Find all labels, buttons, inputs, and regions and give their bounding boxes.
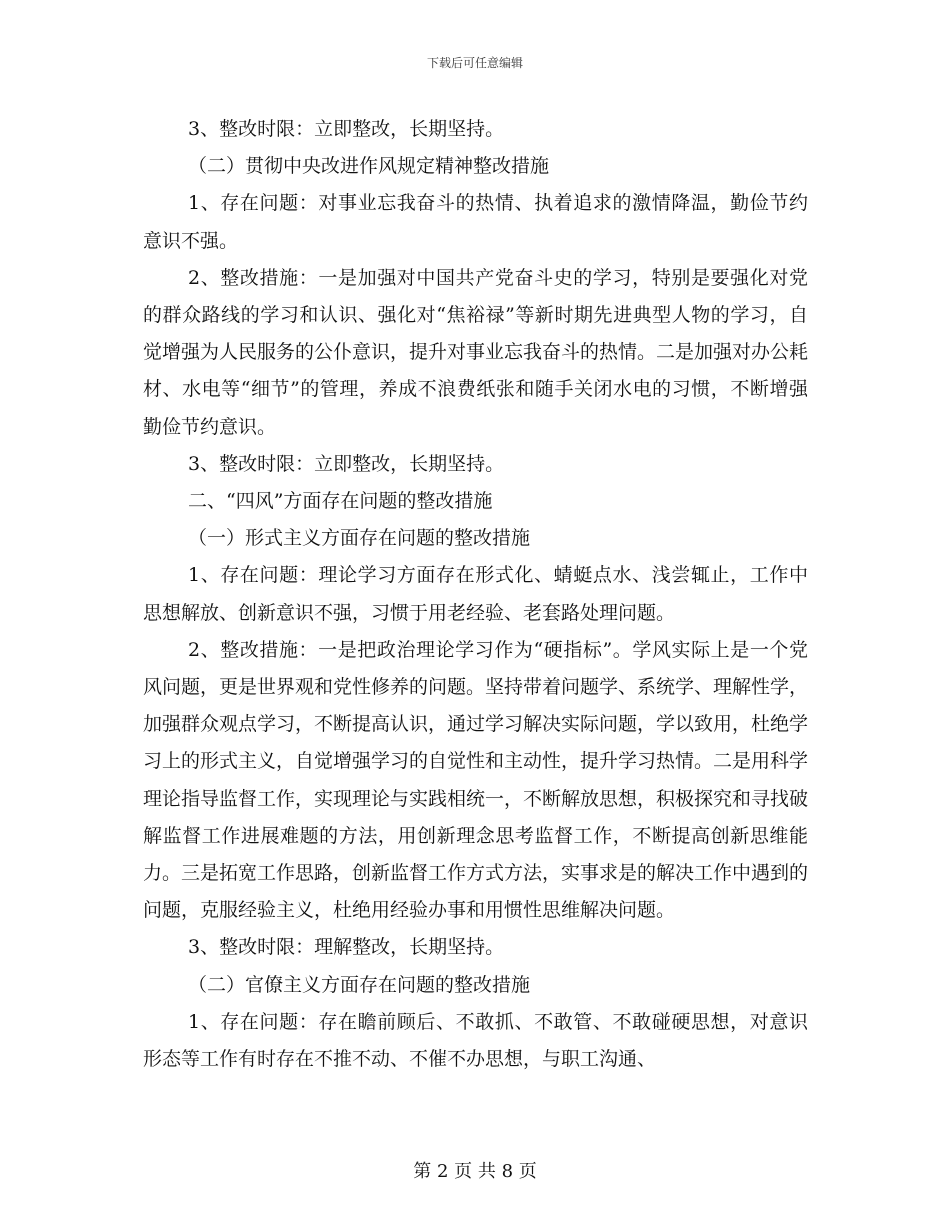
- section-heading-formalism: （一）形式主义方面存在问题的整改措施: [188, 527, 531, 550]
- paragraph-problem-bureaucratism: 1、存在问题：存在瞻前顾后、不敢抓、不敢管、不敢碰硬思想，对意识形态等工作有时存在不推不动、不催不办思想，与职工沟通、: [143, 1010, 808, 1071]
- paragraph-deadline-1: 3、整改时限：立即整改，长期坚持。: [188, 118, 505, 140]
- page-header: 下载后可任意编辑: [426, 56, 523, 70]
- section-heading-bureaucratism: （二）官僚主义方面存在问题的整改措施: [188, 973, 531, 996]
- document-body: [143, 111, 808, 1078]
- paragraph-measures-formalism: 2、整改措施：一是把政治理论学习作为“硬指标”。学风实际上是一个党风问题，更是世界观和党性修养的问题。坚持带着问题学、系统学、理解性学，加强群众观点学习，不断提高认识，通过学习解决实际问题，学以致用，杜绝学习上的形式主义，自觉增强学习的自觉性和主动性，提升学习热情。二是用科学理论指导监督工作，实现理论与实践相统一，不断解放思想，积极探究和寻找破解监督工作进展难题的方法，用创新理念思考监督工作，不断提高创新思维能力。三是拓宽工作思路，创新监督工作方式方法，实事求是的解决工作中遇到的问题，克服经验主义，杜绝用经验办事和用惯性思维解决问题。: [143, 638, 809, 922]
- paragraph-deadline-2: 3、整改时限：立即整改，长期坚持。: [188, 452, 505, 475]
- chapter-heading-four-winds: 二、“四风”方面存在问题的整改措施: [188, 490, 493, 513]
- paragraph-problem-2: 1、存在问题：对事业忘我奋斗的热情、执着追求的激情降温，勤俭节约意识不强。: [143, 192, 808, 252]
- paragraph-measures-2: 2、整改措施：一是加强对中国共产党奋斗史的学习，特别是要强化对党的群众路线的学习和认识、强化对“焦裕禄”等新时期先进典型人物的学习，自觉增强为人民服务的公仆意识，提升对事业忘我奋斗的热情。二是加强对办公耗材、水电等“细节”的管理，养成不浪费纸张和随手关闭水电的习惯，不断增强勤俭节约意识。: [143, 266, 809, 438]
- page-number: 第 2 页 共 8 页: [413, 1161, 537, 1182]
- paragraph-problem-formalism: 1、存在问题：理论学习方面存在形式化、蜻蜓点水、浅尝辄止，工作中思想解放、创新意识不强，习惯于用老经验、老套路处理问题。: [143, 564, 808, 624]
- section-heading-2: （二）贯彻中央改进作风规定精神整改措施: [188, 155, 550, 178]
- paragraph-deadline-formalism: 3、整改时限：理解整改，长期坚持。: [188, 936, 505, 959]
